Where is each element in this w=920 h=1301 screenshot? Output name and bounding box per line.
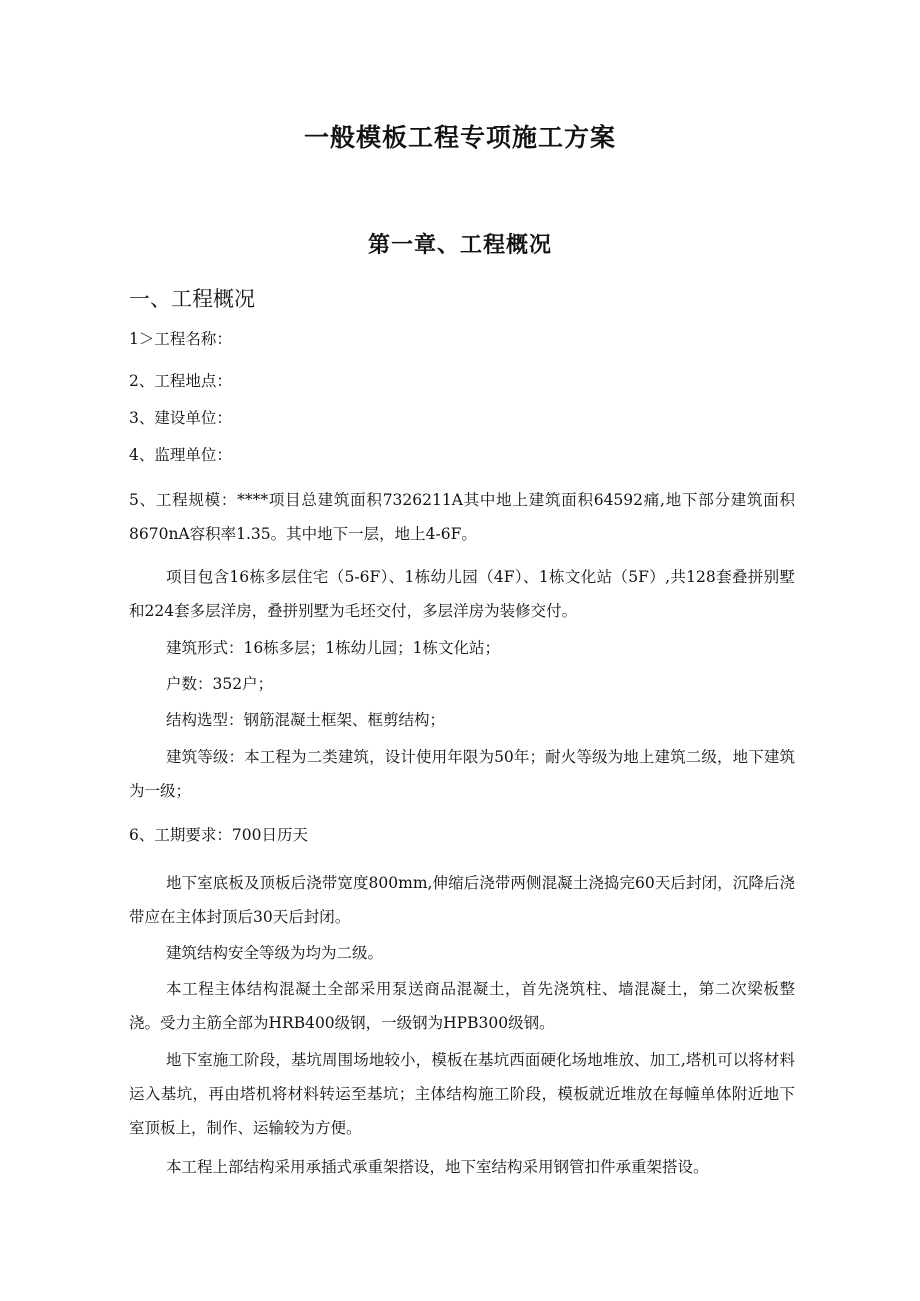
project-location-line: 2、工程地点： (129, 372, 232, 390)
document-title: 一般模板工程专项施工方案 (303, 123, 616, 152)
building-form-line: 建筑形式：16栋多层；1栋幼儿园；1栋文化站； (166, 639, 500, 657)
supervisor-line: 4、监理单位： (129, 446, 232, 464)
project-scale-paragraph: 5、工程规模：****项目总建筑面积7326211A其中地上建筑面积64592痛,地下部分建筑面积8670nA容积率1.35。其中地下一层，地上4-6F。 (129, 491, 795, 543)
chapter-title: 第一章、工程概况 (367, 232, 552, 258)
project-name-line: 1＞工程名称： (129, 330, 232, 348)
safety-grade-line: 建筑结构安全等级为均为二级。 (166, 944, 384, 962)
households-line: 户数：352户； (166, 675, 274, 693)
post-pour-strip-paragraph: 地下室底板及顶板后浇带宽度800mm,伸缩后浇带两侧混凝土浇捣完60天后封闭，沉降后浇带应在主体封顶后30天后封闭。 (129, 874, 795, 926)
schedule-line: 6、工期要求：700日历天 (129, 826, 308, 844)
section-title: 一、工程概况 (129, 287, 255, 311)
support-frame-paragraph: 本工程上部结构采用承插式承重架搭设，地下室结构采用钢管扣件承重架搭设。 (166, 1158, 709, 1176)
basement-stage-paragraph: 地下室施工阶段，基坑周围场地较小，模板在基坑西面硬化场地堆放、加工,塔机可以将材料运入基坑，再由塔机将材料转运至基坑；主体结构施工阶段，模板就近堆放在每幢单体附近地下室顶板上，制作、运输较为方便。 (129, 1051, 795, 1137)
developer-line: 3、建设单位： (129, 409, 232, 427)
building-grade-paragraph: 建筑等级：本工程为二类建筑，设计使用年限为50年；耐火等级为地上建筑二级，地下建筑为一级； (129, 748, 795, 800)
project-contents-paragraph: 项目包含16栋多层住宅（5-6F）、1栋幼儿园（4F）、1栋文化站（5F）,共128套叠拼别墅和224套多层洋房，叠拼别墅为毛坯交付，多层洋房为装修交付。 (129, 568, 795, 620)
concrete-paragraph: 本工程主体结构混凝土全部采用泵送商品混凝土，首先浇筑柱、墙混凝土，第二次梁板整浇。受力主筋全部为HRB400级钢，一级钢为HPB300级钢。 (129, 980, 795, 1032)
structure-type-line: 结构选型：钢筋混凝土框架、框剪结构； (166, 711, 446, 729)
